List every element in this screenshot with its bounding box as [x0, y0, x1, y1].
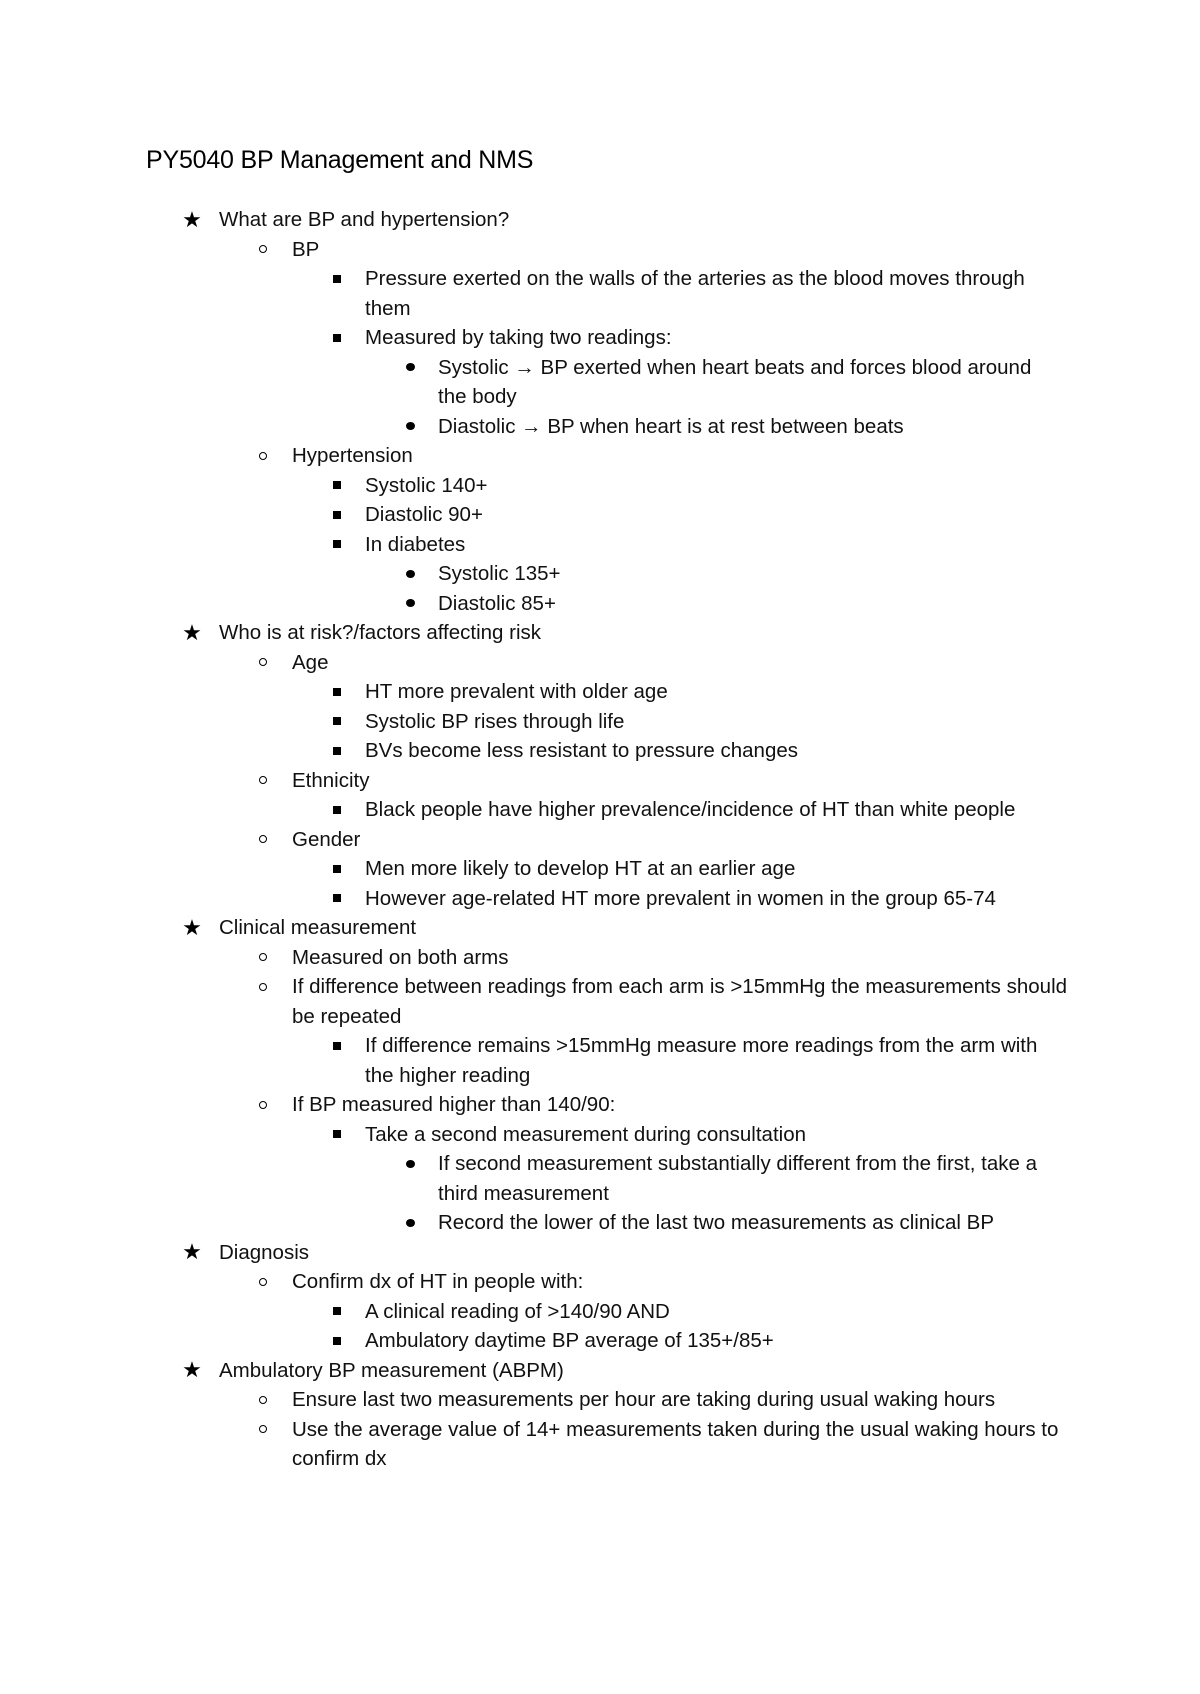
square-icon — [327, 795, 347, 825]
square-icon — [333, 1337, 341, 1345]
list-item-text: Confirm dx of HT in people with: — [292, 1270, 584, 1293]
circle-icon — [253, 441, 273, 471]
list-item-text: Ethnicity — [292, 768, 370, 792]
dot-icon — [406, 1160, 415, 1168]
list-item — [0, 559, 1200, 589]
list-item — [0, 736, 1200, 766]
circle-icon — [253, 766, 273, 796]
list-item — [0, 972, 1200, 1031]
list-item-text: Ambulatory daytime BP average of 135+/85+ — [365, 1329, 774, 1352]
square-icon — [333, 334, 341, 342]
list-item — [0, 264, 1200, 323]
circle-icon — [253, 1385, 273, 1415]
square-icon — [327, 500, 347, 530]
list-item-text: If BP measured higher than 140/90: — [292, 1093, 616, 1116]
star-icon — [180, 205, 204, 235]
list-item-text: Systolic BP rises through life — [365, 709, 625, 733]
star-icon — [180, 1238, 204, 1268]
dot-icon — [406, 363, 415, 371]
list-item — [0, 1090, 1200, 1120]
list-item-text: Hypertension — [292, 444, 413, 467]
page-title: PY5040 BP Management and NMS — [146, 146, 534, 174]
circle-icon — [259, 835, 267, 843]
list-item — [0, 766, 1200, 796]
square-icon — [327, 1031, 347, 1061]
list-item-text: Systolic 140+ — [365, 473, 488, 497]
list-item-text: Pressure exerted on the walls of the arteries as the blood moves through them — [365, 267, 1025, 320]
star-icon: ★ — [182, 206, 202, 232]
list-item — [0, 471, 1200, 501]
square-icon — [333, 894, 341, 902]
circle-icon — [259, 983, 267, 991]
list-item-text: Systolic 135+ — [438, 562, 561, 585]
square-icon — [327, 1297, 347, 1327]
list-item-text: HT more prevalent with older age — [365, 680, 668, 703]
square-icon — [333, 717, 341, 725]
list-item-text: Black people have higher prevalence/incidence of HT than white people — [365, 798, 1016, 821]
square-icon — [333, 1042, 341, 1050]
circle-icon — [253, 825, 273, 855]
circle-icon — [259, 452, 267, 460]
star-icon: ★ — [182, 1239, 202, 1265]
list-item — [0, 1149, 1200, 1208]
list-item-text: A clinical reading of >140/90 AND — [365, 1299, 670, 1323]
circle-icon — [259, 658, 267, 666]
list-item-text: Ensure last two measurements per hour are taking during usual waking hours — [292, 1388, 996, 1411]
square-icon — [327, 530, 347, 560]
list-item-text: If second measurement substantially different from the first, take a third measurement — [438, 1152, 1037, 1205]
list-item — [0, 707, 1200, 737]
list-item-text: Use the average value of 14+ measurements taken during the usual waking hours to confirm dx — [292, 1417, 1059, 1470]
square-icon — [327, 736, 347, 766]
dot-icon — [400, 353, 420, 383]
list-item-text: Diastolic 85+ — [438, 591, 556, 615]
list-item — [0, 913, 1200, 943]
circle-icon — [253, 1090, 273, 1120]
circle-icon — [253, 1267, 273, 1297]
dot-icon — [400, 1208, 420, 1238]
circle-icon — [259, 953, 267, 961]
dot-icon — [406, 422, 415, 430]
list-item — [0, 205, 1200, 235]
dot-icon — [406, 1219, 415, 1227]
list-item-text: In diabetes — [365, 532, 466, 556]
square-icon — [333, 1307, 341, 1315]
square-icon — [333, 688, 341, 696]
list-item — [0, 943, 1200, 973]
list-item — [0, 1385, 1200, 1415]
square-icon — [327, 1120, 347, 1150]
list-item-text: Systolic → BP exerted when heart beats and forces blood around the body — [438, 355, 1032, 408]
circle-icon — [253, 972, 273, 1002]
list-item-text: Diastolic → BP when heart is at rest between beats — [438, 414, 904, 438]
list-item-text: BP — [292, 237, 320, 261]
square-icon — [327, 884, 347, 914]
list-item-text: Gender — [292, 827, 361, 851]
star-icon — [180, 913, 204, 943]
circle-icon — [253, 235, 273, 265]
circle-icon — [259, 1425, 267, 1433]
square-icon — [333, 806, 341, 814]
square-icon — [327, 854, 347, 884]
list-item — [0, 1120, 1200, 1150]
list-item-text: Clinical measurement — [219, 916, 417, 939]
list-item — [0, 1031, 1200, 1090]
square-icon — [333, 1130, 341, 1138]
list-item-text: Ambulatory BP measurement (ABPM) — [219, 1358, 564, 1382]
square-icon — [327, 471, 347, 501]
dot-icon — [400, 412, 420, 442]
list-item-text: Measured by taking two readings: — [365, 326, 672, 349]
list-item-text: However age-related HT more prevalent in women in the group 65-74 — [365, 886, 996, 910]
dot-icon — [400, 559, 420, 589]
list-item-text: Measured on both arms — [292, 945, 509, 969]
circle-icon — [259, 1396, 267, 1404]
list-item-text: Age — [292, 650, 329, 674]
list-item-text: If difference remains >15mmHg measure more readings from the arm with the higher reading — [365, 1034, 1038, 1087]
list-item-text: Record the lower of the last two measurements as clinical BP — [438, 1211, 995, 1234]
square-icon — [333, 481, 341, 489]
square-icon — [333, 511, 341, 519]
list-item-text: Diastolic 90+ — [365, 503, 483, 526]
circle-icon — [253, 648, 273, 678]
list-item-text: BVs become less resistant to pressure changes — [365, 739, 798, 762]
star-icon: ★ — [182, 619, 202, 645]
square-icon — [327, 677, 347, 707]
square-icon — [327, 707, 347, 737]
list-item — [0, 589, 1200, 619]
square-icon — [327, 264, 347, 294]
circle-icon — [253, 943, 273, 973]
list-item — [0, 854, 1200, 884]
list-item — [0, 235, 1200, 265]
list-item — [0, 1267, 1200, 1297]
list-item — [0, 1208, 1200, 1238]
dot-icon — [406, 570, 415, 578]
list-item-text: Men more likely to develop HT at an earlier age — [365, 857, 796, 880]
list-item — [0, 648, 1200, 678]
list-item-text: Take a second measurement during consultation — [365, 1122, 807, 1146]
dot-icon — [406, 599, 415, 607]
dot-icon — [400, 589, 420, 619]
list-item — [0, 677, 1200, 707]
circle-icon — [259, 1278, 267, 1286]
list-item — [0, 825, 1200, 855]
list-item — [0, 530, 1200, 560]
list-item — [0, 884, 1200, 914]
list-item-text: If difference between readings from each arm is >15mmHg the measurements should be repeated — [292, 975, 1068, 1028]
dot-icon — [400, 1149, 420, 1179]
list-item — [0, 412, 1200, 442]
circle-icon — [259, 245, 267, 253]
list-item-text: Who is at risk?/factors affecting risk — [219, 621, 542, 644]
list-item — [0, 500, 1200, 530]
star-icon — [180, 1356, 204, 1386]
bullet-outline — [0, 205, 1200, 1474]
square-icon — [327, 323, 347, 353]
star-icon: ★ — [182, 1357, 202, 1383]
list-item — [0, 795, 1200, 825]
square-icon — [333, 540, 341, 548]
list-item — [0, 618, 1200, 648]
star-icon: ★ — [182, 914, 202, 940]
list-item-text: What are BP and hypertension? — [219, 208, 510, 231]
circle-icon — [259, 1101, 267, 1109]
list-item — [0, 323, 1200, 353]
square-icon — [327, 1326, 347, 1356]
list-item — [0, 1326, 1200, 1356]
circle-icon — [253, 1415, 273, 1445]
list-item — [0, 1415, 1200, 1474]
star-icon — [180, 618, 204, 648]
list-item — [0, 1297, 1200, 1327]
list-item — [0, 353, 1200, 412]
list-item-text: Diagnosis — [219, 1240, 310, 1264]
list-item — [0, 441, 1200, 471]
list-item — [0, 1238, 1200, 1268]
circle-icon — [259, 776, 267, 784]
list-item — [0, 1356, 1200, 1386]
square-icon — [333, 275, 341, 283]
square-icon — [333, 747, 341, 755]
square-icon — [333, 865, 341, 873]
